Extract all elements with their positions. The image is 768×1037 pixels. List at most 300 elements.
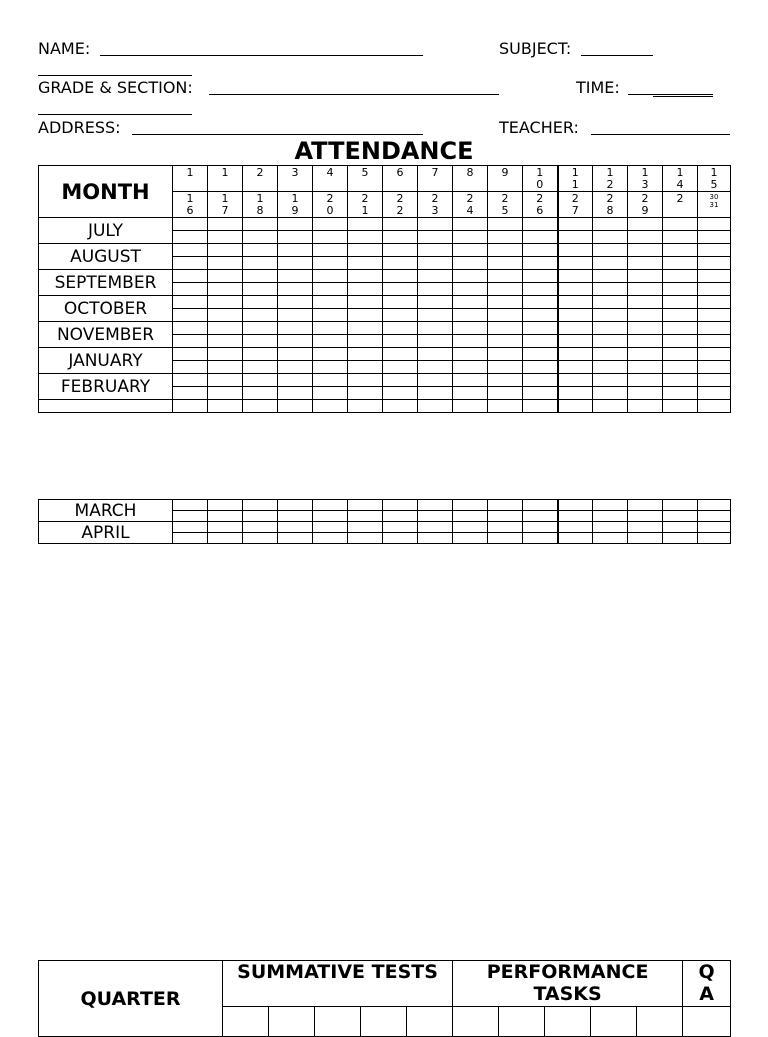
attendance-cell[interactable] [208,387,243,400]
attendance-cell[interactable] [383,361,418,374]
attendance-cell[interactable] [523,218,558,231]
attendance-cell[interactable] [173,511,208,522]
attendance-cell[interactable] [593,361,628,374]
attendance-cell[interactable] [348,533,383,544]
attendance-cell[interactable] [593,322,628,335]
attendance-cell[interactable] [698,322,731,335]
attendance-cell[interactable] [418,533,453,544]
attendance-cell[interactable] [488,400,523,413]
attendance-cell[interactable] [628,522,663,533]
attendance-cell[interactable] [173,257,208,270]
attendance-cell[interactable] [558,283,593,296]
attendance-cell[interactable] [558,257,593,270]
attendance-cell[interactable] [383,374,418,387]
attendance-cell[interactable] [523,335,558,348]
attendance-cell[interactable] [628,335,663,348]
attendance-cell[interactable] [558,218,593,231]
attendance-cell[interactable] [313,309,348,322]
attendance-cell[interactable] [593,400,628,413]
attendance-cell[interactable] [348,231,383,244]
attendance-cell[interactable] [383,257,418,270]
attendance-cell[interactable] [243,511,278,522]
attendance-cell[interactable] [523,231,558,244]
attendance-cell[interactable] [278,244,313,257]
attendance-cell[interactable] [628,400,663,413]
attendance-cell[interactable] [278,322,313,335]
attendance-cell[interactable] [488,500,523,511]
attendance-cell[interactable] [383,522,418,533]
attendance-cell[interactable] [313,296,348,309]
attendance-cell[interactable] [488,257,523,270]
attendance-cell[interactable] [208,270,243,283]
attendance-cell[interactable] [523,400,558,413]
attendance-cell[interactable] [313,283,348,296]
attendance-cell[interactable] [278,296,313,309]
attendance-cell[interactable] [243,257,278,270]
attendance-cell[interactable] [173,500,208,511]
attendance-cell[interactable] [173,522,208,533]
attendance-cell[interactable] [698,309,731,322]
attendance-cell[interactable] [453,335,488,348]
attendance-cell[interactable] [698,361,731,374]
attendance-cell[interactable] [663,387,698,400]
attendance-cell[interactable] [698,387,731,400]
attendance-cell[interactable] [383,231,418,244]
attendance-cell[interactable] [208,283,243,296]
attendance-cell[interactable] [243,283,278,296]
attendance-cell[interactable] [593,533,628,544]
attendance-cell[interactable] [418,270,453,283]
attendance-cell[interactable] [558,533,593,544]
attendance-cell[interactable] [663,522,698,533]
attendance-cell[interactable] [698,218,731,231]
attendance-cell[interactable] [593,218,628,231]
attendance-cell[interactable] [278,361,313,374]
attendance-cell[interactable] [593,335,628,348]
attendance-cell[interactable] [278,218,313,231]
attendance-cell[interactable] [628,533,663,544]
attendance-cell[interactable] [663,374,698,387]
attendance-cell[interactable] [558,296,593,309]
attendance-cell[interactable] [278,348,313,361]
attendance-cell[interactable] [313,244,348,257]
attendance-cell[interactable] [348,296,383,309]
attendance-cell[interactable] [348,309,383,322]
attendance-cell[interactable] [523,296,558,309]
attendance-cell[interactable] [663,244,698,257]
attendance-cell[interactable] [698,335,731,348]
attendance-cell[interactable] [523,309,558,322]
attendance-cell[interactable] [173,283,208,296]
score-cell[interactable] [361,1007,407,1037]
attendance-cell[interactable] [418,361,453,374]
attendance-cell[interactable] [173,218,208,231]
attendance-cell[interactable] [173,400,208,413]
attendance-cell[interactable] [348,322,383,335]
attendance-cell[interactable] [418,309,453,322]
attendance-cell[interactable] [558,511,593,522]
attendance-cell[interactable] [173,231,208,244]
attendance-cell[interactable] [208,244,243,257]
attendance-cell[interactable] [628,348,663,361]
attendance-cell[interactable] [383,335,418,348]
attendance-cell[interactable] [523,387,558,400]
attendance-cell[interactable] [453,283,488,296]
attendance-cell[interactable] [453,400,488,413]
attendance-cell[interactable] [383,309,418,322]
attendance-cell[interactable] [453,387,488,400]
attendance-cell[interactable] [208,257,243,270]
attendance-cell[interactable] [418,500,453,511]
attendance-cell[interactable] [488,270,523,283]
attendance-cell[interactable] [383,296,418,309]
attendance-cell[interactable] [348,511,383,522]
subject-field-line[interactable] [581,55,653,56]
attendance-cell[interactable] [348,348,383,361]
attendance-cell[interactable] [313,257,348,270]
attendance-cell[interactable] [663,511,698,522]
attendance-cell[interactable] [383,387,418,400]
teacher-field-line[interactable] [591,134,730,135]
attendance-cell[interactable] [313,533,348,544]
attendance-cell[interactable] [523,244,558,257]
attendance-cell[interactable] [243,270,278,283]
attendance-cell[interactable] [488,533,523,544]
attendance-cell[interactable] [173,361,208,374]
attendance-cell[interactable] [663,533,698,544]
attendance-cell[interactable] [173,244,208,257]
attendance-cell[interactable] [628,361,663,374]
attendance-cell[interactable] [348,374,383,387]
attendance-cell[interactable] [558,309,593,322]
attendance-cell[interactable] [278,257,313,270]
attendance-cell[interactable] [593,283,628,296]
attendance-cell[interactable] [558,244,593,257]
attendance-cell[interactable] [628,257,663,270]
attendance-cell[interactable] [173,387,208,400]
attendance-cell[interactable] [208,335,243,348]
attendance-cell[interactable] [418,348,453,361]
attendance-cell[interactable] [663,335,698,348]
attendance-cell[interactable] [208,374,243,387]
attendance-cell[interactable] [488,322,523,335]
attendance-cell[interactable] [208,231,243,244]
attendance-cell[interactable] [488,361,523,374]
attendance-cell[interactable] [243,296,278,309]
attendance-cell[interactable] [208,322,243,335]
attendance-cell[interactable] [418,511,453,522]
attendance-cell[interactable] [558,348,593,361]
attendance-cell[interactable] [383,348,418,361]
attendance-cell[interactable] [488,348,523,361]
attendance-cell[interactable] [173,309,208,322]
attendance-cell[interactable] [243,387,278,400]
attendance-cell[interactable] [558,374,593,387]
attendance-cell[interactable] [173,296,208,309]
attendance-cell[interactable] [453,309,488,322]
attendance-cell[interactable] [663,322,698,335]
attendance-cell[interactable] [453,348,488,361]
attendance-cell[interactable] [628,309,663,322]
attendance-cell[interactable] [523,322,558,335]
attendance-cell[interactable] [418,283,453,296]
attendance-cell[interactable] [313,231,348,244]
attendance-cell[interactable] [453,511,488,522]
attendance-cell[interactable] [383,244,418,257]
attendance-cell[interactable] [663,270,698,283]
score-cell[interactable] [591,1007,637,1037]
attendance-cell[interactable] [628,270,663,283]
attendance-cell[interactable] [418,374,453,387]
attendance-cell[interactable] [418,257,453,270]
attendance-cell[interactable] [243,500,278,511]
attendance-cell[interactable] [453,533,488,544]
attendance-cell[interactable] [488,283,523,296]
attendance-cell[interactable] [453,231,488,244]
attendance-cell[interactable] [348,400,383,413]
score-cell[interactable] [545,1007,591,1037]
attendance-cell[interactable] [173,335,208,348]
attendance-cell[interactable] [523,500,558,511]
attendance-cell[interactable] [313,348,348,361]
attendance-cell[interactable] [453,374,488,387]
attendance-cell[interactable] [453,257,488,270]
attendance-cell[interactable] [488,335,523,348]
name-field-line[interactable] [100,55,423,56]
attendance-cell[interactable] [453,218,488,231]
attendance-cell[interactable] [488,387,523,400]
attendance-cell[interactable] [418,387,453,400]
attendance-cell[interactable] [348,283,383,296]
attendance-cell[interactable] [698,374,731,387]
attendance-cell[interactable] [453,270,488,283]
attendance-cell[interactable] [348,244,383,257]
attendance-cell[interactable] [663,283,698,296]
attendance-cell[interactable] [628,218,663,231]
attendance-cell[interactable] [348,361,383,374]
attendance-cell[interactable] [208,218,243,231]
attendance-cell[interactable] [628,322,663,335]
attendance-cell[interactable] [348,218,383,231]
attendance-cell[interactable] [313,500,348,511]
attendance-cell[interactable] [488,309,523,322]
attendance-cell[interactable] [628,231,663,244]
score-cell[interactable] [223,1007,269,1037]
attendance-cell[interactable] [698,348,731,361]
attendance-cell[interactable] [523,533,558,544]
attendance-cell[interactable] [523,522,558,533]
attendance-cell[interactable] [698,231,731,244]
attendance-cell[interactable] [278,374,313,387]
attendance-cell[interactable] [698,522,731,533]
attendance-cell[interactable] [453,500,488,511]
attendance-cell[interactable] [523,511,558,522]
attendance-cell[interactable] [313,374,348,387]
attendance-cell[interactable] [663,361,698,374]
attendance-cell[interactable] [243,244,278,257]
attendance-cell[interactable] [593,309,628,322]
attendance-cell[interactable] [593,500,628,511]
attendance-cell[interactable] [243,322,278,335]
attendance-cell[interactable] [628,283,663,296]
attendance-cell[interactable] [278,231,313,244]
attendance-cell[interactable] [453,361,488,374]
attendance-cell[interactable] [593,231,628,244]
attendance-cell[interactable] [663,231,698,244]
attendance-cell[interactable] [698,244,731,257]
attendance-cell[interactable] [208,296,243,309]
attendance-cell[interactable] [278,400,313,413]
attendance-cell[interactable] [488,244,523,257]
attendance-cell[interactable] [208,309,243,322]
attendance-cell[interactable] [418,400,453,413]
attendance-cell[interactable] [593,270,628,283]
attendance-cell[interactable] [348,335,383,348]
attendance-cell[interactable] [173,270,208,283]
attendance-cell[interactable] [278,309,313,322]
attendance-cell[interactable] [313,387,348,400]
score-cell[interactable] [499,1007,545,1037]
attendance-cell[interactable] [558,270,593,283]
attendance-cell[interactable] [593,348,628,361]
attendance-cell[interactable] [313,511,348,522]
attendance-cell[interactable] [383,400,418,413]
score-cell[interactable] [269,1007,315,1037]
attendance-cell[interactable] [663,257,698,270]
attendance-cell[interactable] [523,348,558,361]
attendance-cell[interactable] [243,374,278,387]
attendance-cell[interactable] [278,335,313,348]
attendance-cell[interactable] [243,309,278,322]
attendance-cell[interactable] [523,283,558,296]
attendance-cell[interactable] [173,322,208,335]
attendance-cell[interactable] [523,361,558,374]
attendance-cell[interactable] [313,218,348,231]
attendance-cell[interactable] [383,218,418,231]
attendance-cell[interactable] [453,522,488,533]
attendance-cell[interactable] [593,244,628,257]
attendance-cell[interactable] [488,296,523,309]
attendance-cell[interactable] [208,511,243,522]
attendance-cell[interactable] [418,522,453,533]
attendance-cell[interactable] [243,522,278,533]
attendance-cell[interactable] [593,522,628,533]
attendance-cell[interactable] [593,387,628,400]
attendance-cell[interactable] [243,231,278,244]
attendance-cell[interactable] [173,348,208,361]
attendance-cell[interactable] [488,511,523,522]
attendance-cell[interactable] [348,500,383,511]
attendance-cell[interactable] [243,400,278,413]
attendance-cell[interactable] [663,218,698,231]
attendance-cell[interactable] [383,270,418,283]
attendance-cell[interactable] [383,283,418,296]
attendance-cell[interactable] [243,361,278,374]
attendance-cell[interactable] [278,270,313,283]
score-cell[interactable] [683,1007,731,1037]
attendance-cell[interactable] [278,522,313,533]
attendance-cell[interactable] [243,218,278,231]
attendance-cell[interactable] [348,522,383,533]
attendance-cell[interactable] [628,500,663,511]
attendance-cell[interactable] [313,270,348,283]
attendance-cell[interactable] [488,231,523,244]
attendance-cell[interactable] [523,257,558,270]
attendance-cell[interactable] [243,533,278,544]
grade-section-field-line[interactable] [209,94,499,95]
attendance-cell[interactable] [523,270,558,283]
attendance-cell[interactable] [243,348,278,361]
attendance-cell[interactable] [418,335,453,348]
attendance-cell[interactable] [278,500,313,511]
score-cell[interactable] [637,1007,683,1037]
attendance-cell[interactable] [453,244,488,257]
attendance-cell[interactable] [628,387,663,400]
attendance-cell[interactable] [418,231,453,244]
attendance-cell[interactable] [208,522,243,533]
attendance-cell[interactable] [348,387,383,400]
attendance-cell[interactable] [348,257,383,270]
attendance-cell[interactable] [383,500,418,511]
attendance-cell[interactable] [593,296,628,309]
attendance-cell[interactable] [558,231,593,244]
attendance-cell[interactable] [313,522,348,533]
attendance-cell[interactable] [558,361,593,374]
attendance-cell[interactable] [558,335,593,348]
attendance-cell[interactable] [383,511,418,522]
attendance-cell[interactable] [558,522,593,533]
attendance-cell[interactable] [698,400,731,413]
attendance-cell[interactable] [418,296,453,309]
attendance-cell[interactable] [558,400,593,413]
attendance-cell[interactable] [558,387,593,400]
attendance-cell[interactable] [523,374,558,387]
attendance-cell[interactable] [698,500,731,511]
attendance-cell[interactable] [558,322,593,335]
attendance-cell[interactable] [593,374,628,387]
attendance-cell[interactable] [488,522,523,533]
attendance-cell[interactable] [698,257,731,270]
attendance-cell[interactable] [663,400,698,413]
attendance-cell[interactable] [418,244,453,257]
attendance-cell[interactable] [313,335,348,348]
attendance-cell[interactable] [698,296,731,309]
address-field-line[interactable] [132,134,423,135]
attendance-cell[interactable] [383,322,418,335]
attendance-cell[interactable] [208,533,243,544]
attendance-cell[interactable] [593,511,628,522]
attendance-cell[interactable] [453,322,488,335]
attendance-cell[interactable] [663,296,698,309]
attendance-cell[interactable] [453,296,488,309]
attendance-cell[interactable] [278,533,313,544]
attendance-cell[interactable] [698,283,731,296]
attendance-cell[interactable] [173,533,208,544]
attendance-cell[interactable] [628,511,663,522]
attendance-cell[interactable] [208,361,243,374]
score-cell[interactable] [453,1007,499,1037]
attendance-cell[interactable] [593,257,628,270]
attendance-cell[interactable] [663,309,698,322]
attendance-cell[interactable] [628,244,663,257]
attendance-cell[interactable] [208,400,243,413]
attendance-cell[interactable] [313,361,348,374]
attendance-cell[interactable] [208,500,243,511]
attendance-cell[interactable] [418,218,453,231]
attendance-cell[interactable] [698,511,731,522]
attendance-cell[interactable] [278,511,313,522]
score-cell[interactable] [315,1007,361,1037]
